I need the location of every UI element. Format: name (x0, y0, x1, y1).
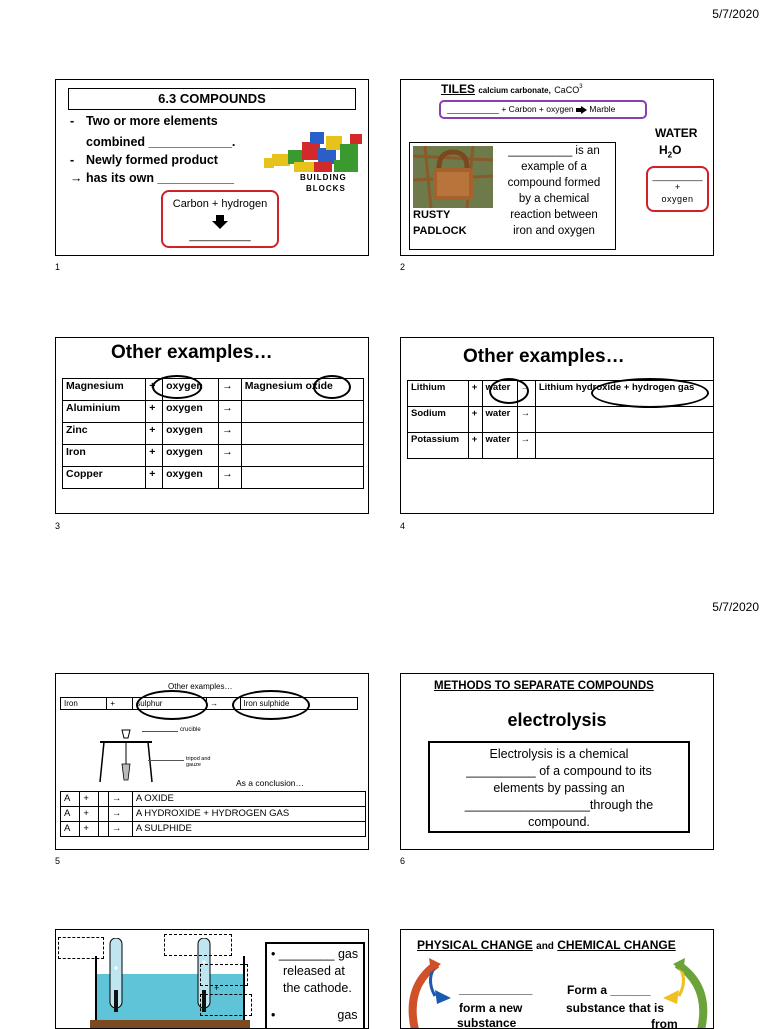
iron-sulphide-circle (232, 690, 310, 720)
cell-reactant-2: sulphur (133, 698, 207, 710)
cell-plus: + (468, 433, 482, 459)
text-line: → has its own ___________ (70, 171, 234, 185)
cell-product: A SULPHIDE (132, 822, 365, 837)
cell-reactant: A (61, 822, 80, 837)
cell-product (535, 407, 714, 433)
bullet: - (70, 153, 75, 167)
cell-plus: + (146, 467, 163, 489)
definition-line: elements by passing an (493, 781, 625, 795)
desc-line: iron and oxygen (513, 225, 595, 237)
cell-plus: + (146, 379, 163, 401)
bullet: - (70, 114, 75, 128)
slide-number: 4 (400, 521, 406, 531)
cell-reactant-2: oxygen (163, 467, 219, 489)
cell-reactant: A (61, 807, 80, 822)
marble-text: ___________ + Carbon + oxygen (447, 104, 574, 114)
blank-label-box[interactable] (164, 934, 232, 956)
cell-product (535, 433, 714, 459)
cell-product: A OXIDE (132, 792, 365, 807)
definition-box (428, 741, 690, 833)
slide-1 (55, 79, 369, 256)
slide-5 (55, 673, 369, 850)
slide-number: 6 (400, 856, 406, 866)
definition-line: __________________through the (464, 798, 654, 812)
cell-reactant-2 (98, 807, 108, 822)
cell-arrow: → (219, 379, 241, 401)
desc-line: compound formed (507, 177, 601, 189)
oxide-circle (313, 375, 351, 399)
table-row (408, 433, 715, 459)
slide-8 (400, 929, 714, 1029)
box-blank: __________ (189, 230, 251, 242)
title-and: and (536, 941, 554, 952)
cell-arrow: → (207, 698, 240, 710)
cell-product: Magnesium oxide (241, 379, 363, 401)
table-row (61, 807, 366, 822)
sulphur-circle (136, 690, 208, 720)
sulphur-table (60, 697, 358, 710)
definition-line: Electrolysis is a chemical (489, 747, 629, 761)
cell-reactant: Iron (63, 445, 146, 467)
slide-title: Other examples… (463, 346, 625, 367)
padlock-label: PADLOCK (413, 225, 467, 237)
marble-end: Marble (589, 104, 616, 114)
formula: CaCO (554, 85, 580, 95)
cell-product (241, 423, 363, 445)
text-line: Two or more elements (86, 114, 218, 128)
table-row (61, 822, 366, 837)
cell-arrow: → (219, 401, 241, 423)
cell-arrow: → (108, 792, 132, 807)
h2o-h: H (659, 143, 668, 157)
text-line: combined ____________. (86, 135, 236, 149)
slide-3 (55, 337, 369, 514)
cell-reactant: Copper (63, 467, 146, 489)
chemical-text: substance that is (566, 1001, 665, 1015)
cell-product: A HYDROXIDE + HYDROGEN GAS (132, 807, 365, 822)
rusty-padlock-image (413, 146, 493, 208)
slide-number: 2 (400, 262, 406, 272)
cell-arrow: → (108, 807, 132, 822)
definition-line: __________ of a compound to its (466, 764, 652, 778)
cell-arrow: → (517, 407, 535, 433)
physical-text: ___________ (459, 982, 533, 996)
bullet-icon: • (271, 947, 276, 961)
cathode-text: the cathode. (283, 981, 352, 995)
water-blank: __________ (652, 171, 703, 181)
slide-number: 5 (55, 856, 61, 866)
page-date: 5/7/2020 (712, 600, 759, 614)
cathode-text: ________ gas (278, 947, 359, 961)
cell-arrow: → (219, 423, 241, 445)
cell-reactant: Lithium (408, 381, 469, 407)
cell-reactant-2 (98, 822, 108, 837)
table-row (61, 698, 358, 710)
tripod-crucible-diagram (96, 724, 156, 784)
desc-line: by a chemical (518, 193, 590, 205)
chemical-text: from (651, 1017, 678, 1029)
down-arrow-icon (212, 215, 228, 229)
cell-arrow: → (517, 381, 535, 407)
desc-line: __________ is an (508, 145, 600, 157)
blank-label-box[interactable] (58, 937, 104, 959)
hydroxide-circle (591, 378, 709, 408)
cell-plus: + (80, 807, 98, 822)
table-row (63, 445, 364, 467)
slide-6 (400, 673, 714, 850)
cell-product (241, 467, 363, 489)
label-crucible: crucible (180, 727, 201, 733)
anode-line (271, 1007, 359, 1024)
cell-reactant: A (61, 792, 80, 807)
cell-plus: + (146, 445, 163, 467)
cell-reactant-2: water (482, 433, 517, 459)
slide-title (417, 938, 676, 952)
crucible-pointer (142, 731, 178, 732)
slide-number: 3 (55, 521, 61, 531)
tiles-heading (441, 82, 583, 96)
title-chemical: CHEMICAL CHANGE (557, 938, 676, 952)
slide-2 (400, 79, 714, 256)
cell-reactant-2: oxygen (163, 379, 219, 401)
conclusion-table (60, 791, 366, 837)
carbon-hydrogen-box (161, 190, 279, 248)
oxygen-circle (152, 375, 202, 399)
cell-arrow: → (219, 467, 241, 489)
h2o-sub: 2 (667, 150, 673, 160)
bullet-icon: • (271, 1008, 276, 1022)
cathode-line (271, 946, 359, 963)
blank-label-box[interactable] (200, 994, 252, 1016)
tiles-label: TILES (441, 82, 476, 96)
cathode-text-box (265, 942, 365, 1029)
cell-reactant: Magnesium (63, 379, 146, 401)
padlock-label: RUSTY (413, 209, 451, 221)
cell-reactant: Iron (61, 698, 107, 710)
text-line: Newly formed product (86, 153, 218, 167)
cell-arrow: → (219, 445, 241, 467)
water-circle (489, 378, 529, 404)
cell-product: Iron sulphide (240, 698, 357, 710)
cell-arrow: → (108, 822, 132, 837)
cell-reactant: Aluminium (63, 401, 146, 423)
physical-text: form a new (459, 1001, 523, 1015)
slide-title: Other examples… (111, 342, 273, 363)
label-tripod: tripod and (186, 756, 211, 762)
cell-reactant: Potassium (408, 433, 469, 459)
water-label: WATER (655, 126, 698, 140)
cell-plus: + (107, 698, 133, 710)
cell-product (241, 401, 363, 423)
cell-product (241, 445, 363, 467)
table-row (61, 792, 366, 807)
tripod-pointer (148, 760, 184, 761)
padlock-text-box (409, 142, 616, 250)
cathode-text: released at (283, 964, 345, 978)
table-row (63, 467, 364, 489)
definition-line: compound. (528, 815, 590, 829)
box-text: Carbon + hydrogen (172, 198, 268, 210)
table-row (63, 401, 364, 423)
page-date: 5/7/2020 (712, 7, 759, 21)
conclusion-label: As a conclusion… (236, 778, 305, 788)
blank-label-box[interactable] (200, 964, 248, 986)
cell-reactant-2: oxygen (163, 445, 219, 467)
desc-line: reaction between (510, 209, 598, 221)
cell-plus: + (80, 792, 98, 807)
lego-blocks-image (264, 128, 368, 174)
right-arrow-icon (576, 106, 587, 114)
compound-description (494, 143, 614, 239)
slide-title: METHODS TO SEPARATE COMPOUNDS (434, 680, 654, 692)
cell-reactant: Sodium (408, 407, 469, 433)
cell-plus: + (80, 822, 98, 837)
cell-reactant: Zinc (63, 423, 146, 445)
water-plus: + (674, 182, 681, 192)
anode-text: gas (337, 1008, 358, 1022)
chemical-text: Form a ______ (567, 983, 651, 997)
slide-subtitle: electrolysis (507, 710, 607, 730)
cell-reactant-2: water (482, 381, 517, 407)
blocks-label: BUILDING (300, 173, 347, 182)
water-oxygen: oxygen (661, 194, 694, 204)
cell-plus: + (146, 423, 163, 445)
cell-product: Lithium hydroxide + hydrogen gas (535, 381, 714, 407)
slide-7 (55, 929, 369, 1029)
cell-reactant-2: oxygen (163, 401, 219, 423)
tiles-sub: calcium carbonate, (478, 86, 551, 95)
cell-reactant-2 (98, 792, 108, 807)
slide-4 (400, 337, 714, 514)
cell-reactant-2: oxygen (163, 423, 219, 445)
cell-plus: + (468, 381, 482, 407)
cell-plus: + (468, 407, 482, 433)
cell-plus: + (146, 401, 163, 423)
label-tripod: gauze (186, 762, 201, 768)
physical-text: substance (457, 1016, 517, 1029)
slide-number: 1 (55, 262, 61, 272)
marble-box (439, 100, 647, 119)
desc-line: example of a (521, 161, 587, 173)
h2o-o: O (672, 143, 682, 157)
slide-title: Other examples… (168, 682, 233, 691)
blocks-label: BLOCKS (306, 184, 346, 193)
cell-arrow: → (517, 433, 535, 459)
plus-sign: + (214, 983, 220, 993)
table-row (408, 407, 715, 433)
cell-reactant-2: water (482, 407, 517, 433)
h2o-formula (659, 143, 681, 159)
water-box (646, 166, 709, 212)
formula-sup: 3 (579, 84, 583, 90)
slide-title: 6.3 COMPOUNDS (68, 88, 356, 110)
marble-equation (447, 104, 615, 114)
title-physical: PHYSICAL CHANGE (417, 938, 533, 952)
table-row (63, 423, 364, 445)
